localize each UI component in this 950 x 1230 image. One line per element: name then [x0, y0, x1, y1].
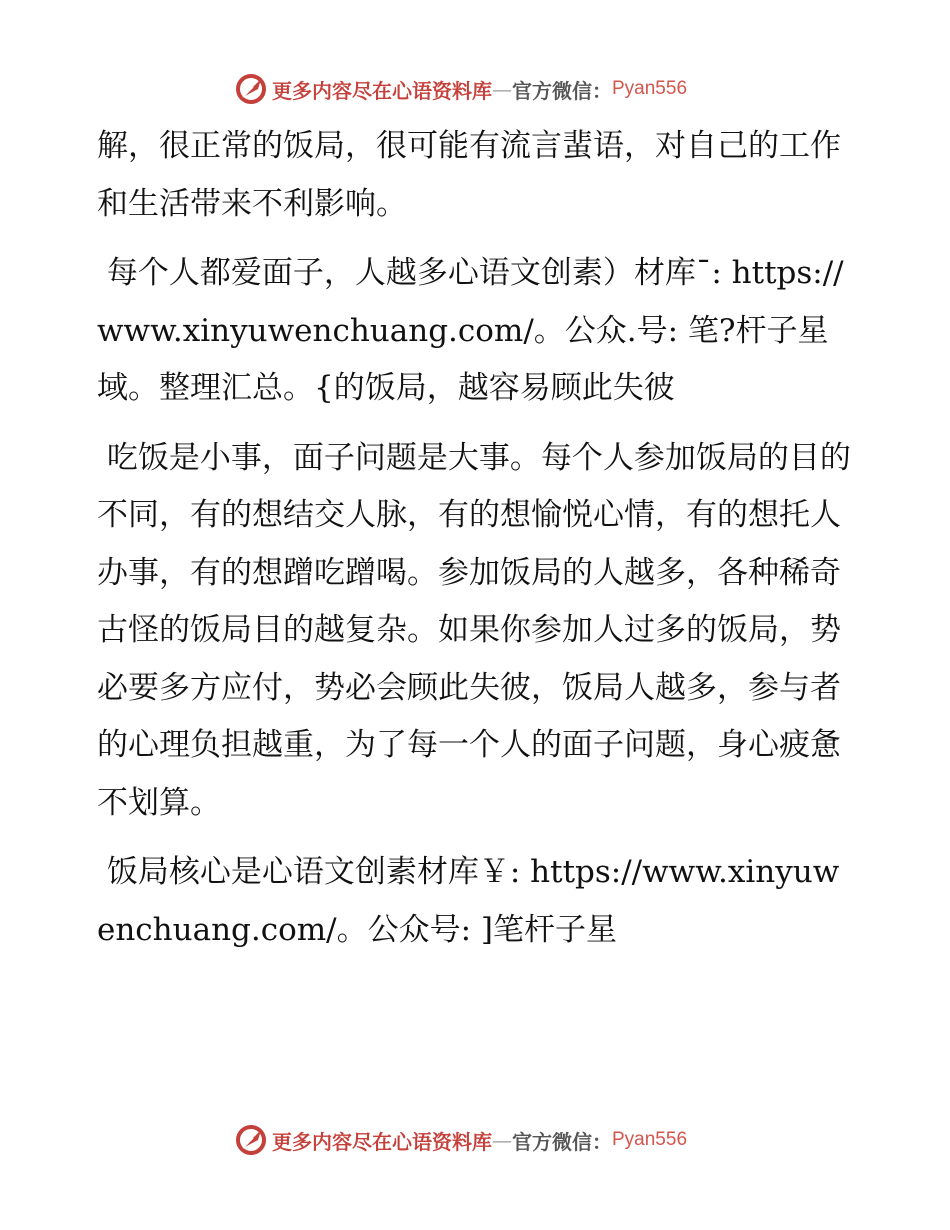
header-watermark: [234, 72, 687, 106]
watermark-main-text: 更多内容尽在心语资料库: [272, 1129, 492, 1154]
quill-logo-icon: [234, 72, 268, 106]
quill-logo-icon: [234, 1123, 268, 1157]
paragraph-3: 吃饭是小事，面子问题是大事。每个人参加饭局的目的不同，有的想结交人脉，有的想愉悦心情，有的想托人办事，有的想蹭吃蹭喝。参加饭局的人越多，各种稀奇古怪的饭局目的越复杂。如果你参加人过多的饭局，势必要多方应付，势必会顾此失彼，饭局人越多，参与者的心理负担越重，为了每一个人的面子问题，身心疲惫不划算。: [97, 439, 851, 821]
watermark-dash: —: [492, 1128, 512, 1152]
watermark-wechat-id: Pyan556: [612, 1129, 688, 1150]
watermark-wechat-id: Pyan556: [612, 78, 688, 99]
watermark-official-label: 官方微信：: [512, 1129, 612, 1154]
watermark-official-label: 官方微信：: [512, 78, 612, 103]
footer-watermark: [234, 1123, 687, 1157]
paragraph-4: 饭局核心是心语文创素材库￥: https://www.xinyuwenchuang.com/。公众号: ]笔杆子星: [97, 854, 840, 948]
paragraph-2: 每个人都爱面子，人越多心语文创素）材库¯: https://www.xinyuwenchuang.com/。公众.号: 笔?杆子星域。整理汇总。{的饭局，越容易顾此失彼: [97, 255, 844, 406]
paragraph-1: 解，很正常的饭局，很可能有流言蜚语，对自己的工作和生活带来不利影响。: [97, 128, 841, 222]
watermark-dash: —: [492, 77, 512, 101]
document-body: [97, 118, 857, 971]
watermark-main-text: 更多内容尽在心语资料库: [272, 78, 492, 103]
